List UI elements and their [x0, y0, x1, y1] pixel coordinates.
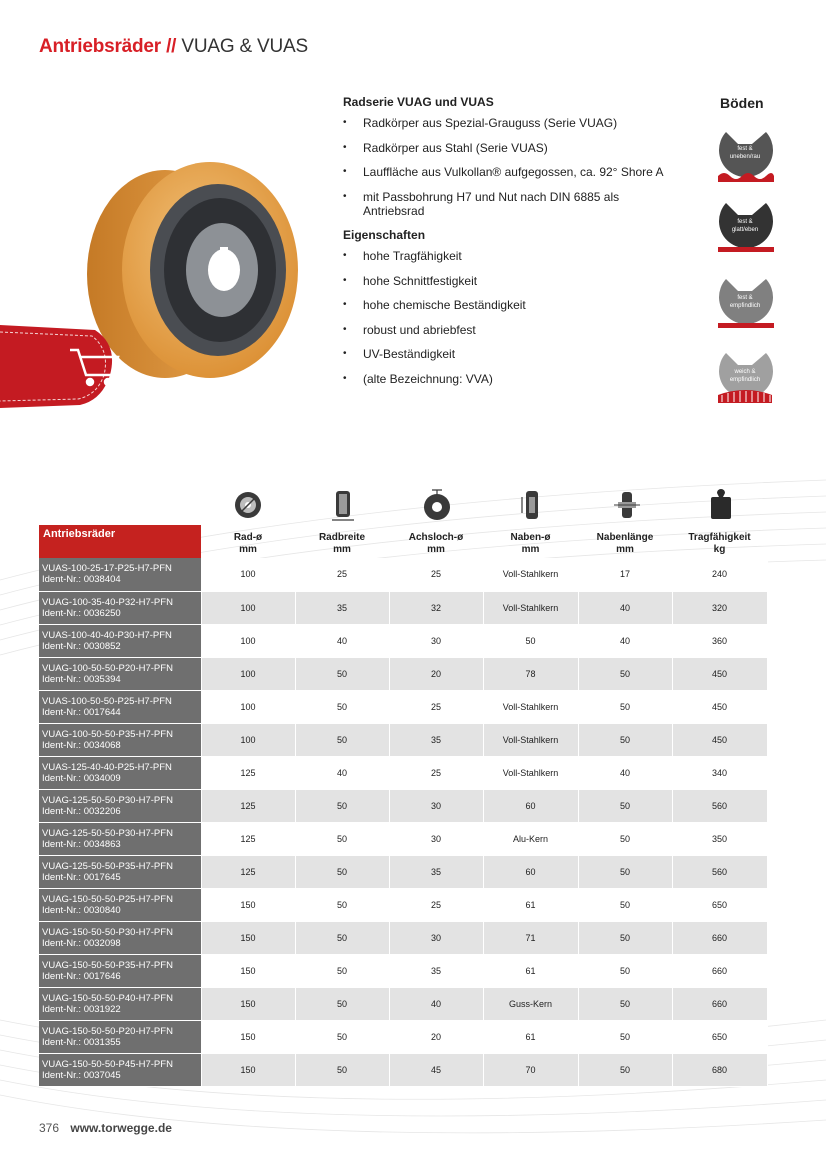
table-row	[39, 591, 767, 624]
series-heading: Radserie VUAG und VUAS	[343, 95, 494, 109]
table-cell: 450	[672, 690, 767, 723]
ident-number: Ident-Nr.: 0035394	[42, 673, 121, 685]
product-code-cell	[39, 789, 201, 822]
product-code-cell	[39, 954, 201, 987]
table-cell: 25	[389, 756, 483, 789]
product-code-cell	[39, 558, 201, 591]
column-header-hub-diameter: Naben-ø mm	[510, 532, 551, 555]
floor-icon-rough	[716, 124, 774, 186]
column-header-wheel-width: Radbreite mm	[318, 532, 366, 555]
table-cell: 50	[295, 822, 389, 855]
product-code-cell	[39, 888, 201, 921]
table-cell: 320	[672, 591, 767, 624]
product-code: VUAG-100-35-40-P32-H7-PFN	[42, 596, 173, 608]
table-cell: 50	[483, 624, 578, 657]
table-cell: 660	[672, 987, 767, 1020]
table-cell: 240	[672, 558, 767, 591]
table-cell: Guss-Kern	[483, 987, 578, 1020]
website-link[interactable]: www.torwegge.de	[70, 1121, 172, 1135]
table-cell: 50	[578, 921, 672, 954]
table-cell: 40	[578, 756, 672, 789]
product-code-cell	[39, 624, 201, 657]
hub-length-icon	[612, 488, 642, 522]
table-cell: 61	[483, 888, 578, 921]
table-cell: 50	[295, 888, 389, 921]
ident-number: Ident-Nr.: 0030852	[42, 640, 121, 652]
floor-label: empfindlich	[729, 377, 761, 383]
ident-number: Ident-Nr.: 0032098	[42, 937, 121, 949]
table-cell: 660	[672, 954, 767, 987]
wheel-diameter-icon	[233, 488, 263, 522]
product-code-cell	[39, 855, 201, 888]
product-code: VUAG-150-50-50-P35-H7-PFN	[42, 959, 173, 971]
table-cell: 450	[672, 657, 767, 690]
table-row	[39, 987, 767, 1020]
table-cell: 40	[578, 624, 672, 657]
table-cell: 650	[672, 888, 767, 921]
product-code: VUAS-100-40-40-P30-H7-PFN	[42, 629, 172, 641]
title-sub: VUAG & VUAS	[181, 36, 308, 57]
table-header-product: Antriebsräder	[39, 525, 201, 558]
product-code-cell	[39, 723, 201, 756]
table-row	[39, 822, 767, 855]
table-cell: 25	[389, 558, 483, 591]
table-cell: 30	[389, 921, 483, 954]
table-cell: 650	[672, 1020, 767, 1053]
property-item: • UV-Beständigkeit	[343, 347, 703, 361]
product-code: VUAS-125-40-40-P25-H7-PFN	[42, 761, 172, 773]
table-header-row	[39, 525, 767, 558]
table-cell: 30	[389, 822, 483, 855]
table-cell: 78	[483, 657, 578, 690]
table-cell: 35	[389, 723, 483, 756]
product-code: VUAG-150-50-50-P20-H7-PFN	[42, 1025, 173, 1037]
feature-item: • Radkörper aus Stahl (Serie VUAS)	[343, 141, 703, 155]
product-code-cell	[39, 987, 201, 1020]
table-cell: 35	[389, 954, 483, 987]
table-cell: 50	[295, 723, 389, 756]
table-cell: 150	[201, 954, 295, 987]
table-cell: 45	[389, 1053, 483, 1086]
table-row	[39, 855, 767, 888]
product-code-cell	[39, 657, 201, 690]
table-cell: 360	[672, 624, 767, 657]
table-cell: Voll-Stahlkern	[483, 558, 578, 591]
hub-diameter-icon	[517, 488, 547, 522]
product-code: VUAG-150-50-50-P30-H7-PFN	[42, 926, 173, 938]
table-cell: 125	[201, 756, 295, 789]
ident-number: Ident-Nr.: 0031922	[42, 1003, 121, 1015]
product-wheel-image	[0, 150, 310, 420]
floor-label: glatt/eben	[731, 227, 759, 233]
product-code: VUAG-125-50-50-P35-H7-PFN	[42, 860, 173, 872]
series-description	[343, 95, 703, 396]
wheel-width-icon	[328, 488, 358, 522]
floor-icon-soft	[716, 345, 774, 407]
table-cell: 660	[672, 921, 767, 954]
product-table	[39, 525, 768, 1087]
table-cell: 340	[672, 756, 767, 789]
floor-label: fest &	[737, 146, 753, 152]
floor-label: fest &	[737, 219, 753, 225]
table-row	[39, 657, 767, 690]
ident-number: Ident-Nr.: 0034009	[42, 772, 121, 784]
ident-number: Ident-Nr.: 0036250	[42, 607, 121, 619]
product-code: VUAG-150-50-50-P25-H7-PFN	[42, 893, 173, 905]
table-row	[39, 690, 767, 723]
table-cell: 100	[201, 723, 295, 756]
table-cell: Voll-Stahlkern	[483, 723, 578, 756]
table-cell: 125	[201, 789, 295, 822]
table-cell: 50	[578, 888, 672, 921]
table-cell: 50	[578, 657, 672, 690]
table-cell: 17	[578, 558, 672, 591]
table-cell: 50	[295, 789, 389, 822]
page-number: 376	[39, 1121, 60, 1135]
table-cell: 125	[201, 822, 295, 855]
column-header-axle-hole: Achsloch-ø mm	[408, 532, 464, 555]
product-code-cell	[39, 1053, 201, 1086]
table-cell: 40	[295, 624, 389, 657]
product-code-cell	[39, 1020, 201, 1053]
table-cell: 680	[672, 1053, 767, 1086]
table-cell: Voll-Stahlkern	[483, 690, 578, 723]
ident-number: Ident-Nr.: 0017646	[42, 970, 121, 982]
table-cell: 20	[389, 1020, 483, 1053]
ident-number: Ident-Nr.: 0017644	[42, 706, 121, 718]
table-cell: 50	[578, 855, 672, 888]
product-code-cell	[39, 591, 201, 624]
table-cell: 40	[578, 591, 672, 624]
page-title	[39, 36, 308, 58]
table-cell: 100	[201, 690, 295, 723]
table-cell: 40	[389, 987, 483, 1020]
ident-number: Ident-Nr.: 0017645	[42, 871, 121, 883]
table-cell: 100	[201, 558, 295, 591]
table-cell: 35	[389, 855, 483, 888]
table-cell: 25	[389, 888, 483, 921]
ident-number: Ident-Nr.: 0032206	[42, 805, 121, 817]
table-cell: 50	[295, 657, 389, 690]
table-cell: 50	[295, 855, 389, 888]
property-item: • (alte Bezeichnung: VVA)	[343, 372, 703, 386]
features-list	[343, 116, 703, 218]
floor-label: empfindlich	[729, 303, 761, 309]
table-cell: 150	[201, 921, 295, 954]
table-cell: 100	[201, 624, 295, 657]
column-header-hub-length: Nabenlänge mm	[596, 532, 654, 555]
properties-heading: Eigenschaften	[343, 228, 426, 242]
axle-hole-icon	[422, 488, 452, 522]
table-cell: 50	[578, 690, 672, 723]
table-cell: 350	[672, 822, 767, 855]
table-cell: 60	[483, 855, 578, 888]
table-cell: 150	[201, 1053, 295, 1086]
table-row	[39, 1020, 767, 1053]
product-code-cell	[39, 690, 201, 723]
title-main: Antriebsräder	[39, 36, 161, 57]
floor-label: weich &	[734, 369, 756, 375]
table-cell: 40	[295, 756, 389, 789]
table-cell: 50	[578, 954, 672, 987]
table-cell: 25	[295, 558, 389, 591]
page-footer	[39, 1121, 172, 1135]
table-cell: 50	[578, 822, 672, 855]
table-row	[39, 921, 767, 954]
title-separator: //	[166, 36, 177, 57]
property-item: • hohe Schnittfestigkeit	[343, 274, 703, 288]
table-cell: 50	[295, 1053, 389, 1086]
table-cell: 30	[389, 789, 483, 822]
product-code: VUAS-100-50-50-P25-H7-PFN	[42, 695, 172, 707]
table-cell: 150	[201, 1020, 295, 1053]
table-cell: 50	[295, 954, 389, 987]
table-cell: Alu-Kern	[483, 822, 578, 855]
table-row	[39, 756, 767, 789]
floor-label: uneben/rau	[729, 154, 761, 160]
table-cell: 50	[295, 921, 389, 954]
table-cell: 35	[295, 591, 389, 624]
product-code: VUAS-100-25-17-P25-H7-PFN	[42, 563, 172, 575]
ident-number: Ident-Nr.: 0034863	[42, 838, 121, 850]
table-cell: 71	[483, 921, 578, 954]
floors-title: Böden	[720, 95, 764, 111]
table-cell: 50	[578, 1053, 672, 1086]
properties-list	[343, 249, 703, 386]
table-cell: 560	[672, 855, 767, 888]
table-row	[39, 723, 767, 756]
table-cell: 150	[201, 888, 295, 921]
feature-item: • mit Passbohrung H7 und Nut nach DIN 6885 als Antriebsrad	[343, 190, 643, 218]
table-cell: 50	[578, 987, 672, 1020]
floor-icon-sensitive	[716, 271, 774, 333]
table-cell: 50	[295, 987, 389, 1020]
table-row	[39, 558, 767, 591]
table-cell: 100	[201, 591, 295, 624]
ident-number: Ident-Nr.: 0031355	[42, 1036, 121, 1048]
table-cell: 450	[672, 723, 767, 756]
table-cell: 50	[578, 723, 672, 756]
table-cell: 32	[389, 591, 483, 624]
product-code: VUAG-100-50-50-P35-H7-PFN	[42, 728, 173, 740]
ident-number: Ident-Nr.: 0038404	[42, 574, 121, 586]
table-row	[39, 954, 767, 987]
product-code: VUAG-125-50-50-P30-H7-PFN	[42, 794, 173, 806]
weight-icon	[706, 488, 736, 522]
column-header-wheel-diameter: Rad-ø mm	[233, 532, 263, 555]
property-item: • robust und abriebfest	[343, 323, 703, 337]
table-cell: 70	[483, 1053, 578, 1086]
property-item: • hohe Tragfähigkeit	[343, 249, 703, 263]
table-cell: 25	[389, 690, 483, 723]
product-code-cell	[39, 822, 201, 855]
product-code-cell	[39, 756, 201, 789]
table-cell: 50	[295, 1020, 389, 1053]
table-cell: 50	[295, 690, 389, 723]
table-cell: 560	[672, 789, 767, 822]
table-row	[39, 624, 767, 657]
table-cell: 100	[201, 657, 295, 690]
table-cell: 125	[201, 855, 295, 888]
product-code: VUAG-150-50-50-P40-H7-PFN	[42, 992, 173, 1004]
table-cell: 50	[578, 1020, 672, 1053]
ident-number: Ident-Nr.: 0037045	[42, 1069, 121, 1081]
table-row	[39, 888, 767, 921]
property-item: • hohe chemische Beständigkeit	[343, 298, 703, 312]
table-cell: Voll-Stahlkern	[483, 756, 578, 789]
table-row	[39, 1053, 767, 1086]
product-code: VUAG-125-50-50-P30-H7-PFN	[42, 827, 173, 839]
table-row	[39, 789, 767, 822]
column-header-load-capacity: Tragfähigkeit kg	[688, 532, 751, 555]
table-cell: 20	[389, 657, 483, 690]
feature-item: • Lauffläche aus Vulkollan® aufgegossen, ca. 92° Shore A	[343, 165, 703, 179]
table-cell: 30	[389, 624, 483, 657]
table-cell: 50	[578, 789, 672, 822]
product-code: VUAG-100-50-50-P20-H7-PFN	[42, 662, 173, 674]
table-cell: Voll-Stahlkern	[483, 591, 578, 624]
table-cell: 61	[483, 1020, 578, 1053]
ident-number: Ident-Nr.: 0030840	[42, 904, 121, 916]
feature-item: • Radkörper aus Spezial-Grauguss (Serie VUAG)	[343, 116, 703, 130]
table-cell: 60	[483, 789, 578, 822]
floor-label: fest &	[737, 295, 753, 301]
table-cell: 61	[483, 954, 578, 987]
ident-number: Ident-Nr.: 0034068	[42, 739, 121, 751]
table-cell: 150	[201, 987, 295, 1020]
floor-icon-smooth	[716, 195, 774, 257]
product-code: VUAG-150-50-50-P45-H7-PFN	[42, 1058, 173, 1070]
product-code-cell	[39, 921, 201, 954]
